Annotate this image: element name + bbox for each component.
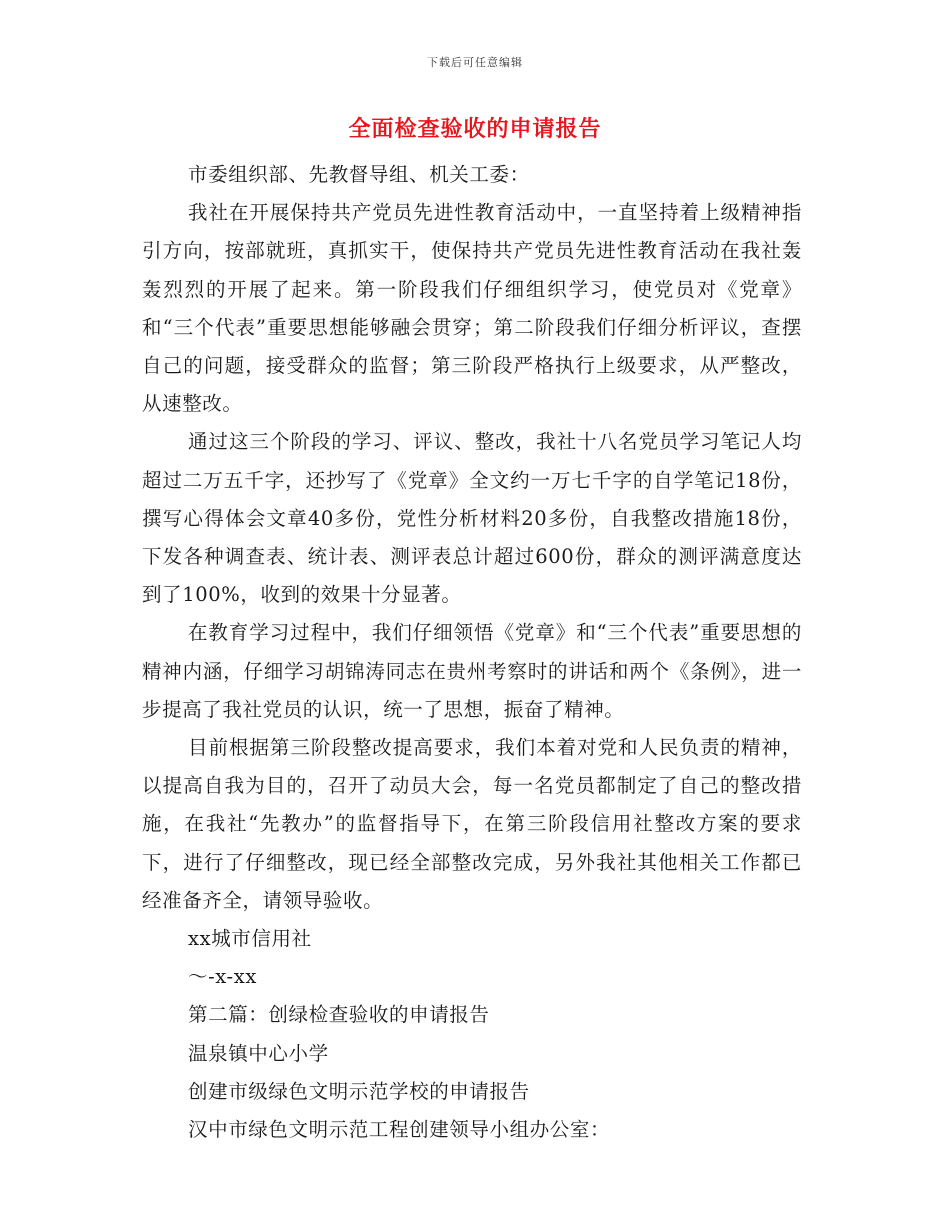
document-body (142, 156, 802, 1149)
paragraph-2: 通过这三个阶段的学习、评议、整改，我社十八名党员学习笔记人均超过二万五千字，还抄写了《党章》全文约一万七千字的自学笔记18份，撰写心得体会文章40多份，党性分析材料20多份，自我整改措施18份，下发各种调查表、统计表、测评表总计超过600份，群众的测评满意度达到了100%，收到的效果十分显著。 (142, 430, 802, 607)
header-note: 下载后可任意编辑 (427, 56, 523, 69)
school-name: 温泉镇中心小学 (188, 1041, 329, 1065)
document-title: 全面检查验收的申请报告 (348, 117, 602, 142)
signature: xx城市信用社 (188, 927, 312, 951)
paragraph-4: 目前根据第三阶段整改提高要求，我们本着对党和人民负责的精神，以提高自我为目的，召开了动员大会，每一名党员都制定了自己的整改措施，在我社“先教办”的监督指导下，在第三阶段信用社整改方案的要求下，进行了仔细整改，现已经全部整改完成，另外我社其他相关工作都已经准备齐全，请领导验收。 (142, 736, 802, 912)
salutation: 市委组织部、先教督导组、机关工委： (188, 163, 530, 186)
section-2-title: 第二篇：创绿检查验收的申请报告 (188, 1003, 490, 1027)
date: ～-x-xx (188, 965, 257, 989)
paragraph-1: 我社在开展保持共产党员先进性教育活动中，一直坚持着上级精神指引方向，按部就班，真抓实干，使保持共产党员先进性教育活动在我社轰轰烈烈的开展了起来。第一阶段我们仔细组织学习，使党员对《党章》和“三个代表”重要思想能够融会贯穿；第二阶段我们仔细分析评议，查摆自己的问题，接受群众的监督；第三阶段严格执行上级要求，从严整改，从速整改。 (142, 201, 802, 416)
paragraph-3: 在教育学习过程中，我们仔细领悟《党章》和“三个代表”重要思想的精神内涵，仔细学习胡锦涛同志在贵州考察时的讲话和两个《条例》，进一步提高了我社党员的认识，统一了思想，振奋了精神。 (142, 621, 802, 721)
report-2-title: 创建市级绿色文明示范学校的申请报告 (188, 1079, 530, 1103)
recipient-2: 汉中市绿色文明示范工程创建领导小组办公室： (188, 1118, 611, 1142)
